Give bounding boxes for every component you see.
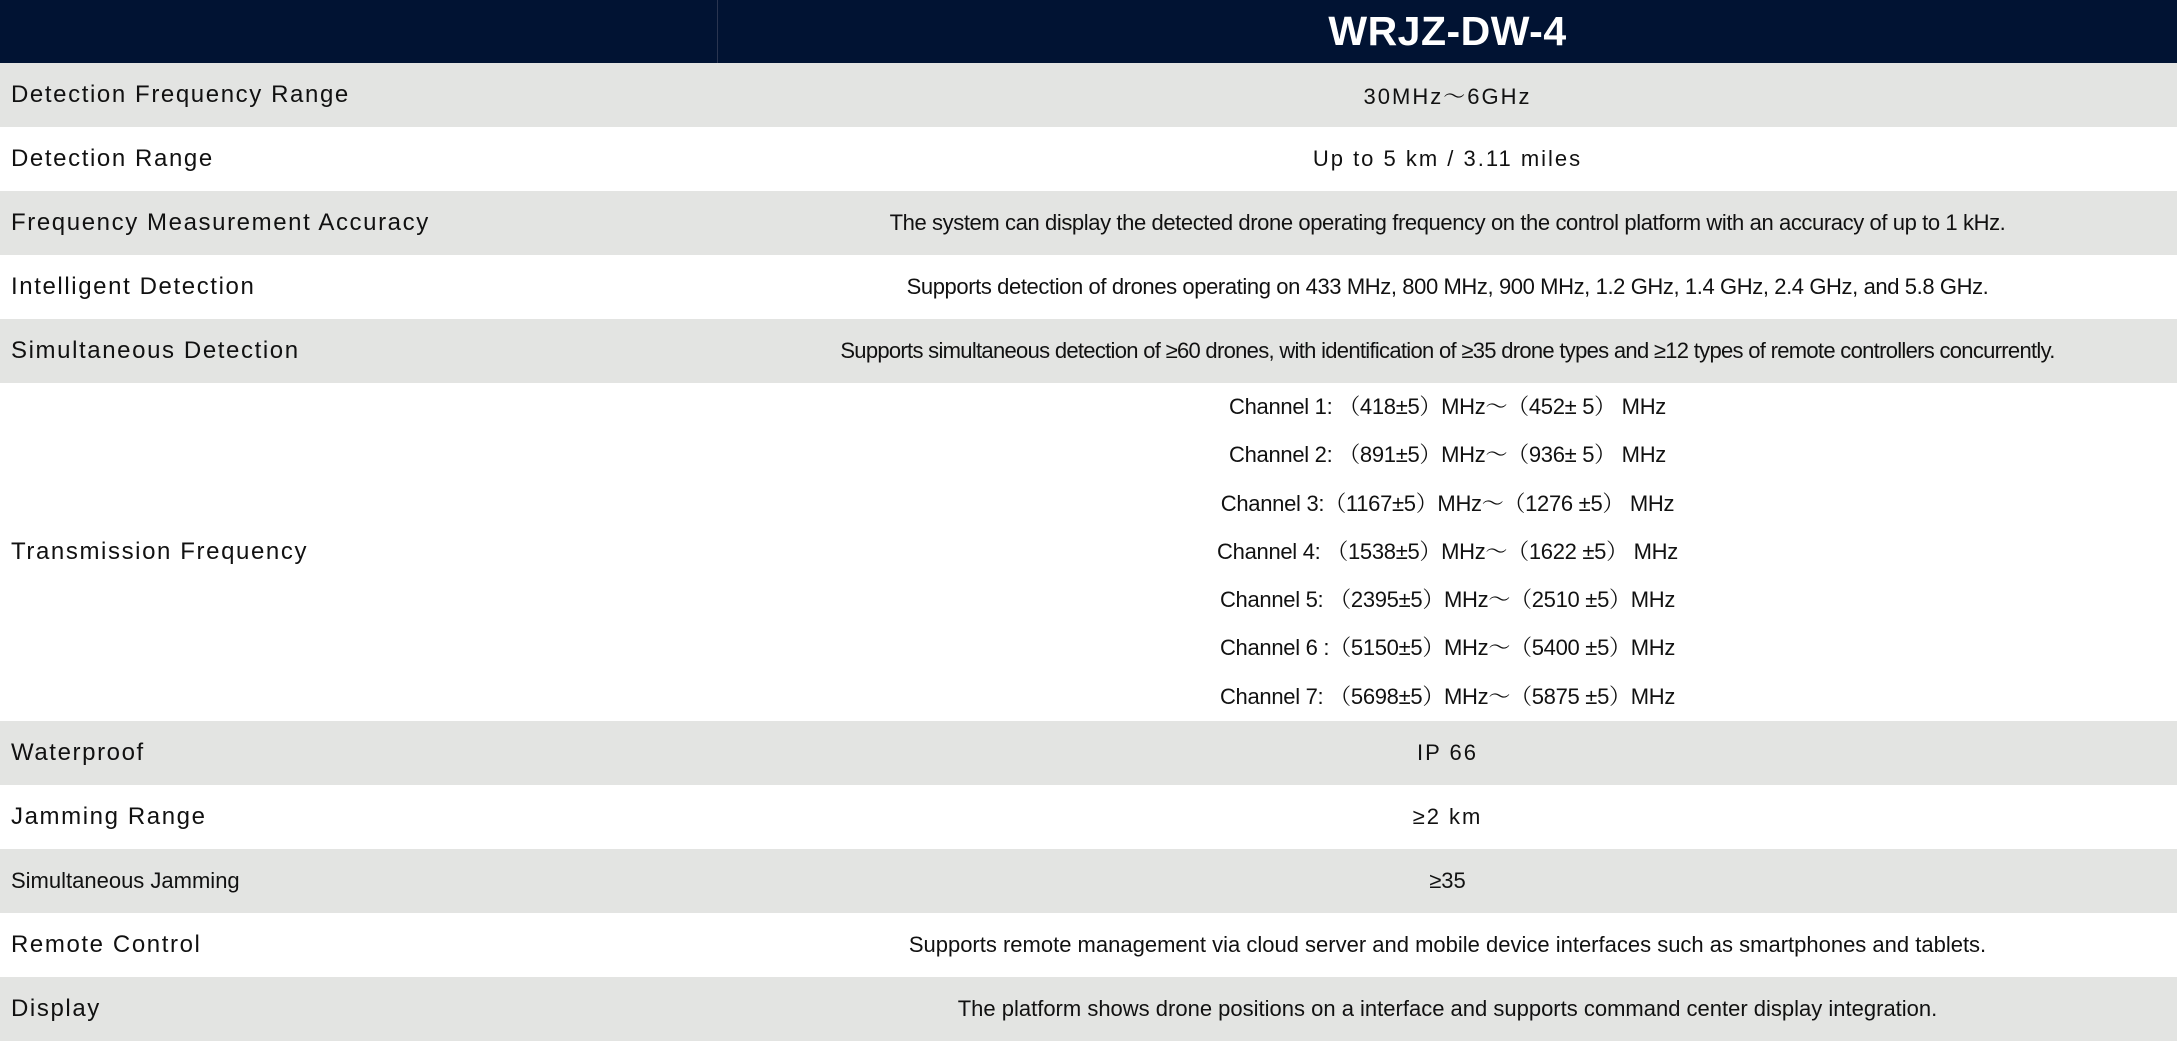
row-value: Supports detection of drones operating on 433 MHz, 800 MHz, 900 MHz, 1.2 GHz, 1.4 GHz, 2.4 GHz, and 5.8 GHz.	[906, 274, 1989, 299]
channel-item: Channel 4: （1538±5）MHz～（1622 ±5） MHz	[1217, 538, 1678, 564]
table-row	[0, 319, 2177, 383]
table-row	[0, 849, 2177, 913]
row-value: ≥35	[1429, 868, 1466, 893]
row-label: Simultaneous Detection	[11, 337, 300, 364]
table-row	[0, 63, 2177, 127]
row-value: 30MHz～6GHz	[1363, 83, 1532, 109]
table-row	[0, 127, 2177, 191]
channel-item: Channel 1: （418±5）MHz～（452± 5） MHz	[1228, 393, 1666, 419]
channel-item: Channel 7: （5698±5）MHz～（5875 ±5）MHz	[1219, 683, 1676, 709]
table-header	[0, 0, 2177, 63]
table-row	[0, 191, 2177, 255]
row-label: Detection Range	[11, 145, 214, 172]
row-label: Intelligent Detection	[11, 273, 256, 300]
row-label: Jamming Range	[11, 803, 207, 830]
channel-item: Channel 2: （891±5）MHz～（936± 5） MHz	[1228, 442, 1666, 468]
table-row	[0, 785, 2177, 849]
table-row-transmission	[0, 383, 2177, 721]
row-value: IP 66	[1417, 740, 1478, 765]
row-value: ≥2 km	[1412, 804, 1483, 829]
table-row	[0, 255, 2177, 319]
row-value: The platform shows drone positions on a interface and supports command center display integration.	[957, 996, 1938, 1021]
row-label: Remote Control	[11, 931, 202, 958]
table-row	[0, 977, 2177, 1041]
row-label: Waterproof	[11, 739, 145, 766]
row-label: Transmission Frequency	[11, 538, 309, 565]
model-title: WRJZ-DW-4	[1328, 8, 1567, 54]
channel-item: Channel 3:（1167±5）MHz～（1276 ±5） MHz	[1220, 490, 1675, 516]
row-value: Up to 5 km / 3.11 miles	[1312, 146, 1583, 171]
row-value: Supports remote management via cloud server and mobile device interfaces such as smartphones and tablets.	[908, 932, 1987, 957]
row-label: Display	[11, 995, 101, 1022]
row-label: Simultaneous Jamming	[11, 868, 240, 893]
row-value: The system can display the detected drone operating frequency on the control platform with an accuracy of up to 1 kHz.	[889, 210, 2006, 235]
row-label: Frequency Measurement Accuracy	[11, 209, 430, 236]
row-value: Supports simultaneous detection of ≥60 drones, with identification of ≥35 drone types and ≥12 types of remote controllers concurrently.	[840, 338, 2055, 363]
table-row	[0, 913, 2177, 977]
channel-list	[718, 383, 2177, 721]
header-blank-cell	[0, 0, 718, 63]
channel-item: Channel 6 :（5150±5）MHz～（5400 ±5）MHz	[1219, 635, 1676, 661]
row-label: Detection Frequency Range	[11, 81, 350, 108]
table-row	[0, 721, 2177, 785]
channel-item: Channel 5: （2395±5）MHz～（2510 ±5）MHz	[1219, 587, 1676, 613]
